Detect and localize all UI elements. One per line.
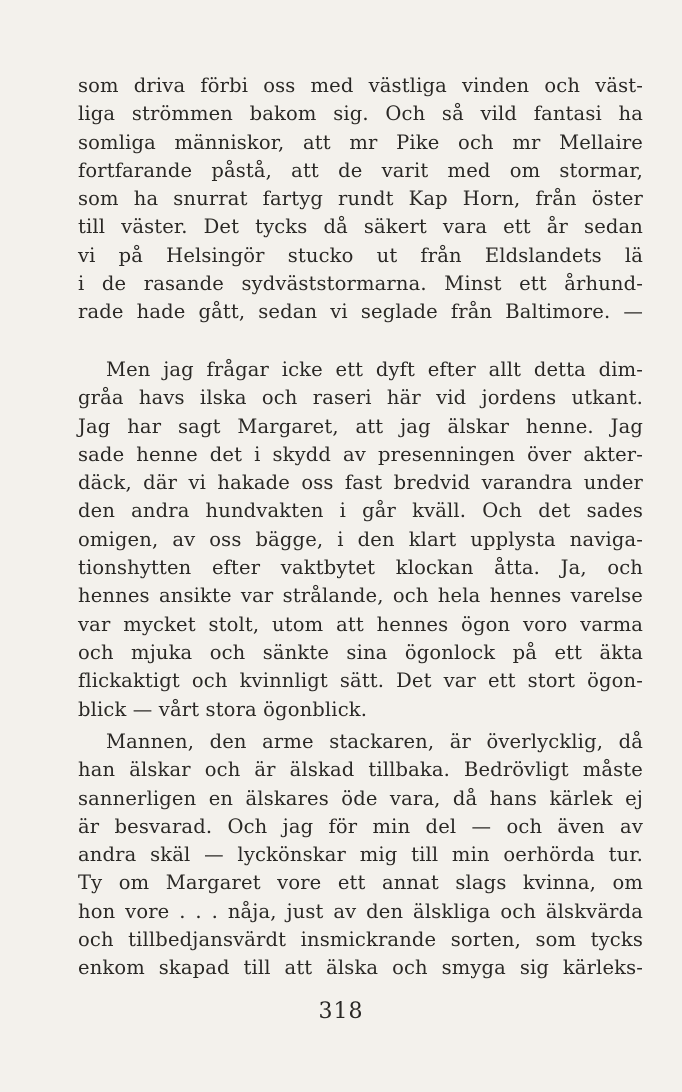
text-line: hennes ansikte var strålande, och hela hennes varelse: [78, 584, 643, 608]
text-line: tionshytten efter vaktbytet klockan åtta. Ja, och: [78, 556, 643, 580]
text-line: rade hade gått, sedan vi seglade från Baltimore. —: [78, 300, 643, 324]
text-line: i de rasande sydväststormarna. Minst ett århund-: [78, 272, 643, 296]
text-line: som ha snurrat fartyg rundt Kap Horn, från öster: [78, 187, 643, 211]
paragraph-2: [78, 356, 643, 724]
text-line: enkom skapad till att älska och smyga sig kärleks-: [78, 956, 643, 980]
text-line: Mannen, den arme stackaren, är överlycklig, då: [106, 730, 643, 753]
text-line: vi på Helsingör stucko ut från Eldslandets lä: [78, 243, 643, 267]
text-line: till väster. Det tycks då säkert vara ett år sedan: [78, 215, 643, 239]
page-number: 318: [318, 999, 364, 1024]
text-line: däck, där vi hakade oss fast bredvid varandra under: [78, 471, 643, 495]
text-line: hon vore . . . nåja, just av den älskliga och älskvärda: [78, 899, 643, 923]
text-line: gråa havs ilska och raseri här vid jordens utkant.: [78, 386, 643, 410]
text-line: flickaktigt och kvinnligt sätt. Det var ett stort ögon-: [78, 669, 643, 693]
paragraph-3: [78, 728, 643, 983]
text-line: sade henne det i skydd av presenningen över akter-: [78, 442, 643, 466]
text-line: är besvarad. Och jag för min del — och även av: [78, 814, 643, 838]
text-line: omigen, av oss bägge, i den klart upplysta naviga-: [78, 527, 643, 551]
text-line: och mjuka och sänkte sina ögonlock på ett äkta: [78, 640, 643, 664]
text-line: sannerligen en älskares öde vara, då hans kärlek ej: [78, 786, 643, 810]
text-line: Men jag frågar icke ett dyft efter allt detta dim-: [106, 358, 643, 381]
text-line: Jag har sagt Margaret, att jag älskar henne. Jag: [78, 414, 643, 438]
text-line: fortfarande påstå, att de varit med om stormar,: [78, 158, 643, 182]
text-line: liga strömmen bakom sig. Och så vild fantasi ha: [78, 102, 643, 126]
text-line: somliga människor, att mr Pike och mr Mellaire: [78, 130, 643, 154]
text-line: Ty om Margaret vore ett annat slags kvinna, om: [78, 871, 643, 895]
text-line: var mycket stolt, utom att hennes ögon voro varma: [78, 612, 643, 636]
text-line: blick — vårt stora ögonblick.: [78, 697, 368, 721]
text-line: han älskar och är älskad tillbaka. Bedrövligt måste: [78, 758, 643, 782]
paragraph-1: [78, 72, 643, 327]
text-line: och tillbedjansvärdt insmickrande sorten, som tycks: [78, 928, 643, 952]
text-line: andra skäl — lyckönskar mig till min oerhörda tur.: [78, 843, 643, 867]
text-line: den andra hundvakten i går kväll. Och det sades: [78, 499, 643, 523]
text-line: som driva förbi oss med västliga vinden och väst-: [78, 74, 643, 97]
